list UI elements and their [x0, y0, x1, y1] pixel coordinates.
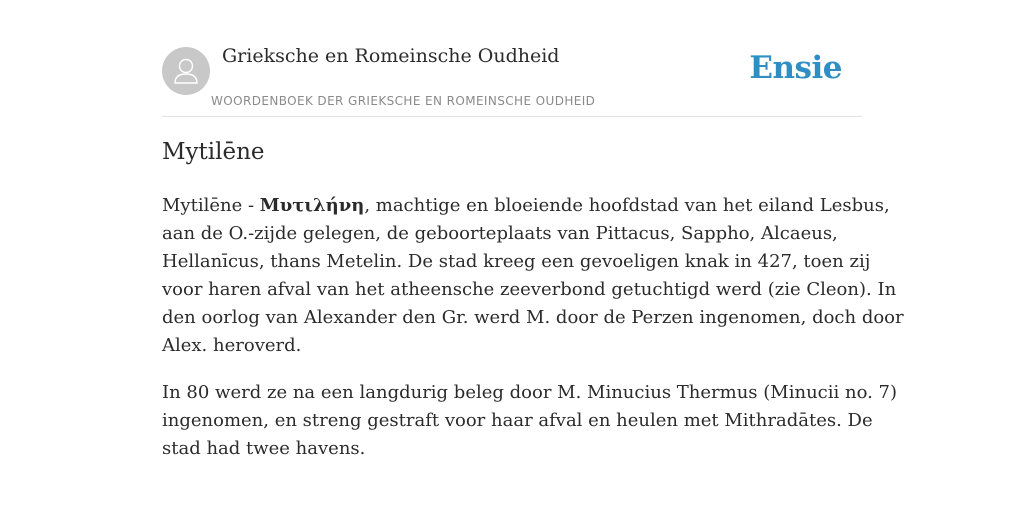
paragraph-1-line-1: [162, 192, 890, 220]
source-title-link[interactable]: Grieksche en Romeinsche Oudheid: [222, 45, 560, 67]
paragraph-1-line-2: aan de O.-zijde gelegen, de geboorteplaats van Pittacus, Sappho, Alcaeus,: [162, 223, 838, 244]
term-name: Mytilēne: [162, 195, 243, 216]
paragraph-2-line-1: In 80 werd ze na een langdurig beleg door M. Minucius Thermus (Minucii no. 7): [162, 382, 898, 403]
paragraph-1: [162, 192, 904, 360]
paragraph-1-line-5: den oorlog van Alexander den Gr. werd M. door de Perzen ingenomen, doch door: [162, 307, 904, 328]
source-subtitle: WOORDENBOEK DER GRIEKSCHE EN ROMEINSCHE OUDHEID: [211, 94, 596, 108]
paragraph-2-line-3: stad had twee havens.: [162, 438, 366, 459]
line-text: , machtige en bloeiende hoofdstad van het eiland Lesbus,: [364, 195, 890, 216]
header: [162, 0, 862, 117]
paragraph-1-line-4: voor haren afval van het atheensche zeeverbond getuchtigd werd (zie Cleon). In: [162, 279, 897, 300]
term-separator: -: [242, 195, 260, 216]
user-avatar-icon: [162, 47, 210, 95]
paragraph-2: [162, 379, 898, 463]
brand-logo-link[interactable]: Ensie: [749, 50, 842, 86]
paragraph-2-line-2: ingenomen, en streng gestraft voor haar afval en heulen met Mithradātes. De: [162, 410, 873, 431]
page: [162, 0, 904, 459]
entry-title: Mytilēne: [162, 139, 265, 165]
entry-body: [162, 192, 904, 482]
paragraph-1-line-6: Alex. heroverd.: [162, 335, 302, 356]
paragraph-1-line-3: Hellanīcus, thans Metelin. De stad kreeg een gevoeligen knak in 427, toen zij: [162, 251, 871, 272]
avatar[interactable]: [162, 47, 210, 95]
greek-term: Μυτιλήνη: [259, 195, 365, 216]
